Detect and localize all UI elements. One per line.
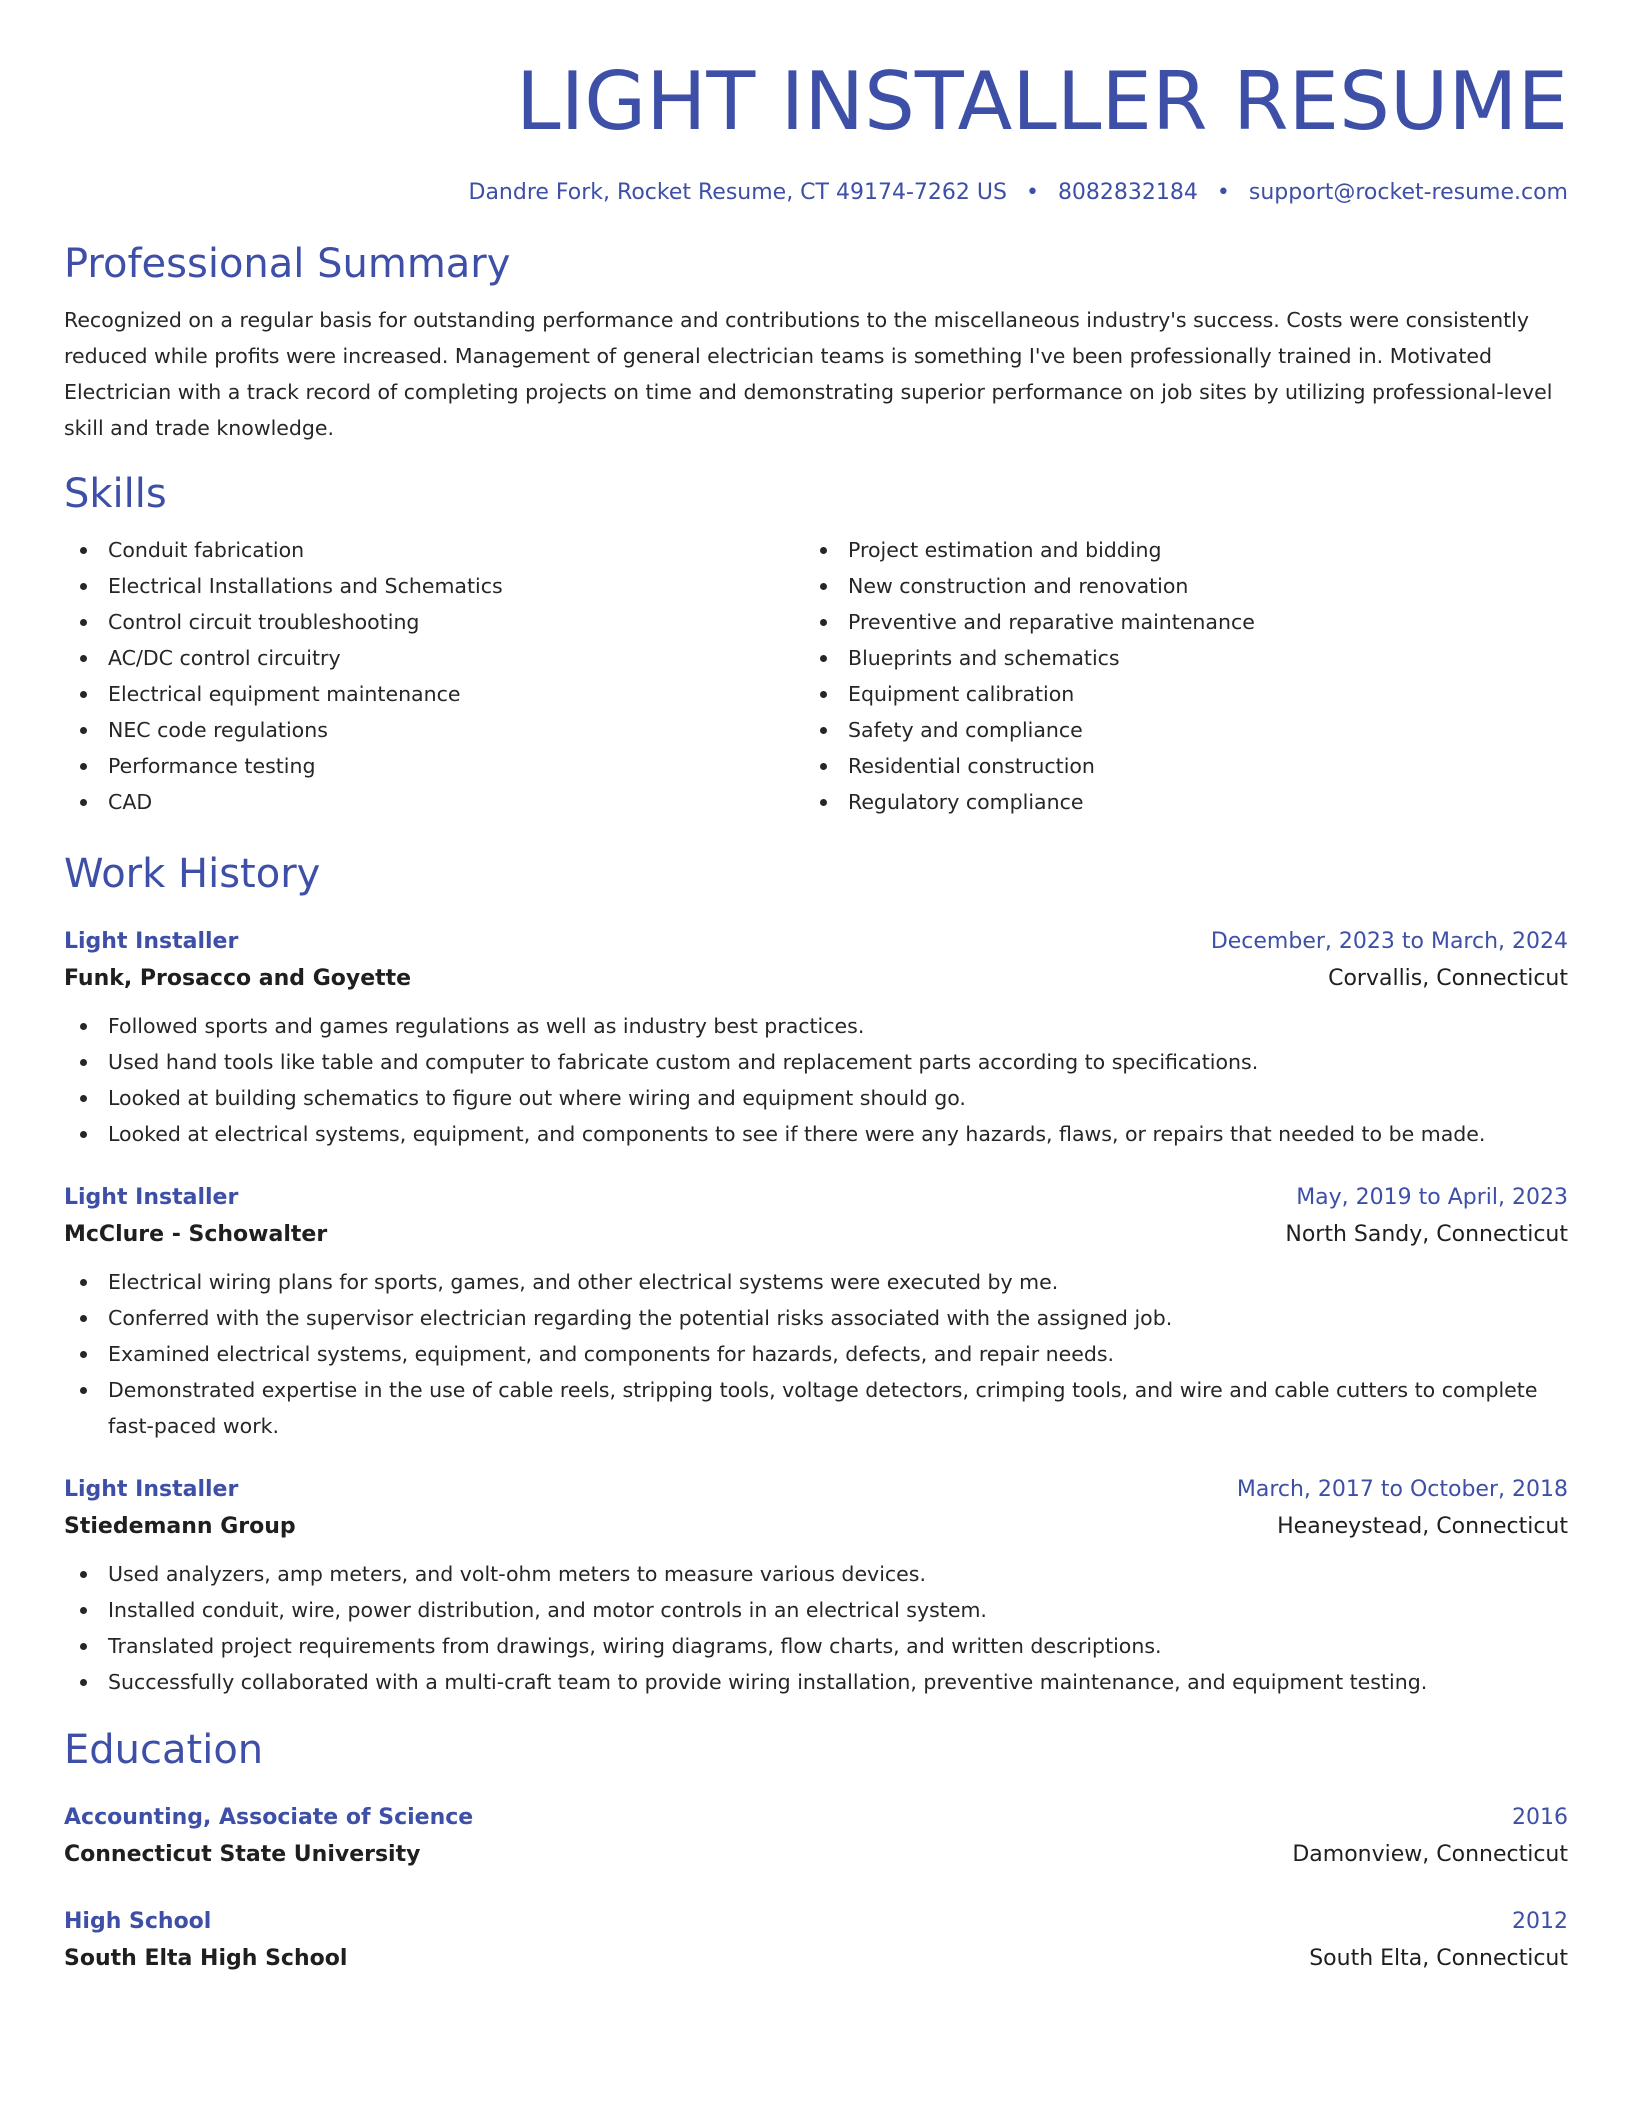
- skill-item: Safety and compliance: [804, 712, 1544, 748]
- summary-text: Recognized on a regular basis for outstanding performance and contributions to the miscellaneous industry's success. Costs were consistently reduced while profits were increased. Management of general electrician teams is something I've been professionally trained in. Motivated Electrician with a track record of completing projects on time and demonstrating superior performance on job sites by utilizing professional-level skill and trade knowledge.: [64, 308, 1553, 440]
- job-bullet: Used analyzers, amp meters, and volt-ohm meters to measure various devices.: [64, 1556, 1568, 1592]
- job-bullet: Followed sports and games regulations as well as industry best practices.: [64, 1008, 1568, 1044]
- education-degree: Accounting, Associate of Science: [64, 1805, 474, 1830]
- work-history-heading: Work History: [64, 851, 321, 897]
- job-bullets: [64, 1008, 1568, 1152]
- job-bullets: [64, 1556, 1568, 1700]
- summary-heading: Professional Summary: [64, 241, 511, 287]
- job-company: Stiedemann Group: [64, 1514, 296, 1539]
- job-dates: May, 2019 to April, 2023: [1296, 1185, 1568, 1210]
- skills-heading: Skills: [64, 471, 167, 517]
- contact-separator: •: [1216, 180, 1230, 205]
- skill-item: Control circuit troubleshooting: [64, 604, 804, 640]
- education-subheader: [64, 1940, 1568, 1978]
- contact-email[interactable]: support@rocket-resume.com: [1248, 180, 1568, 205]
- job-role: Light Installer: [64, 1477, 239, 1502]
- education-entry: [64, 1800, 1568, 1874]
- job-entry: [64, 924, 1568, 1152]
- job-entry: [64, 1472, 1568, 1700]
- skill-item: AC/DC control circuitry: [64, 640, 804, 676]
- education-entry: [64, 1904, 1568, 1978]
- resume-title: LIGHT INSTALLER RESUME: [516, 55, 1568, 148]
- job-location: North Sandy, Connecticut: [1285, 1222, 1568, 1247]
- job-bullet: Looked at electrical systems, equipment, and components to see if there were any hazards, flaws, or repairs that needed to be made.: [64, 1116, 1568, 1152]
- skill-item: Project estimation and bidding: [804, 532, 1544, 568]
- job-dates: December, 2023 to March, 2024: [1210, 929, 1568, 954]
- job-subheader: [64, 1508, 1568, 1546]
- contact-address: Dandre Fork, Rocket Resume, CT 49174-7262 US: [468, 180, 1007, 205]
- education-heading: Education: [64, 1727, 264, 1773]
- education-header: [64, 1904, 1568, 1940]
- education-school: South Elta High School: [64, 1946, 348, 1971]
- job-bullet: Demonstrated expertise in the use of cable reels, stripping tools, voltage detectors, crimping tools, and wire and cable cutters to complete fast-paced work.: [64, 1372, 1568, 1444]
- skill-item: Preventive and reparative maintenance: [804, 604, 1544, 640]
- job-bullet: Translated project requirements from drawings, wiring diagrams, flow charts, and written descriptions.: [64, 1628, 1568, 1664]
- job-company: McClure - Schowalter: [64, 1222, 328, 1247]
- education-degree: High School: [64, 1909, 212, 1934]
- job-location: Heaneystead, Connecticut: [1277, 1514, 1568, 1539]
- job-header: [64, 924, 1568, 960]
- education-subheader: [64, 1836, 1568, 1874]
- skill-item: Regulatory compliance: [804, 784, 1544, 820]
- job-bullet: Used hand tools like table and computer to fabricate custom and replacement parts according to specifications.: [64, 1044, 1568, 1080]
- job-subheader: [64, 1216, 1568, 1254]
- education-location: South Elta, Connecticut: [1309, 1946, 1568, 1971]
- job-role: Light Installer: [64, 1185, 239, 1210]
- skill-item: Residential construction: [804, 748, 1544, 784]
- skill-item: Conduit fabrication: [64, 532, 804, 568]
- skill-item: CAD: [64, 784, 804, 820]
- education-school: Connecticut State University: [64, 1842, 421, 1867]
- education-location: Damonview, Connecticut: [1292, 1842, 1568, 1867]
- skill-item: Electrical Installations and Schematics: [64, 568, 804, 604]
- skills-list: [64, 532, 1568, 820]
- resume-page: [64, 0, 1568, 1978]
- job-role: Light Installer: [64, 929, 239, 954]
- contact-line: [64, 178, 1568, 208]
- skill-item: New construction and renovation: [804, 568, 1544, 604]
- education-year: 2016: [1512, 1805, 1568, 1830]
- skills-column-left: [64, 532, 804, 820]
- job-header: [64, 1180, 1568, 1216]
- job-bullet: Looked at building schematics to figure out where wiring and equipment should go.: [64, 1080, 1568, 1116]
- job-dates: March, 2017 to October, 2018: [1236, 1477, 1568, 1502]
- skills-column-right: [804, 532, 1544, 820]
- job-bullet: Successfully collaborated with a multi-craft team to provide wiring installation, preventive maintenance, and equipment testing.: [64, 1664, 1568, 1700]
- job-bullets: [64, 1264, 1568, 1444]
- job-bullet: Examined electrical systems, equipment, and components for hazards, defects, and repair needs.: [64, 1336, 1568, 1372]
- job-bullet: Installed conduit, wire, power distribution, and motor controls in an electrical system.: [64, 1592, 1568, 1628]
- skill-item: Performance testing: [64, 748, 804, 784]
- job-bullet: Electrical wiring plans for sports, games, and other electrical systems were executed by me.: [64, 1264, 1568, 1300]
- job-location: Corvallis, Connecticut: [1328, 966, 1568, 991]
- job-subheader: [64, 960, 1568, 998]
- skill-item: NEC code regulations: [64, 712, 804, 748]
- skill-item: Blueprints and schematics: [804, 640, 1544, 676]
- job-entry: [64, 1180, 1568, 1444]
- job-bullet: Conferred with the supervisor electrician regarding the potential risks associated with the assigned job.: [64, 1300, 1568, 1336]
- education-header: [64, 1800, 1568, 1836]
- job-header: [64, 1472, 1568, 1508]
- education-year: 2012: [1512, 1909, 1568, 1934]
- skill-item: Equipment calibration: [804, 676, 1544, 712]
- job-company: Funk, Prosacco and Goyette: [64, 966, 412, 991]
- skill-item: Electrical equipment maintenance: [64, 676, 804, 712]
- contact-phone[interactable]: 8082832184: [1057, 180, 1198, 205]
- contact-separator: •: [1025, 180, 1039, 205]
